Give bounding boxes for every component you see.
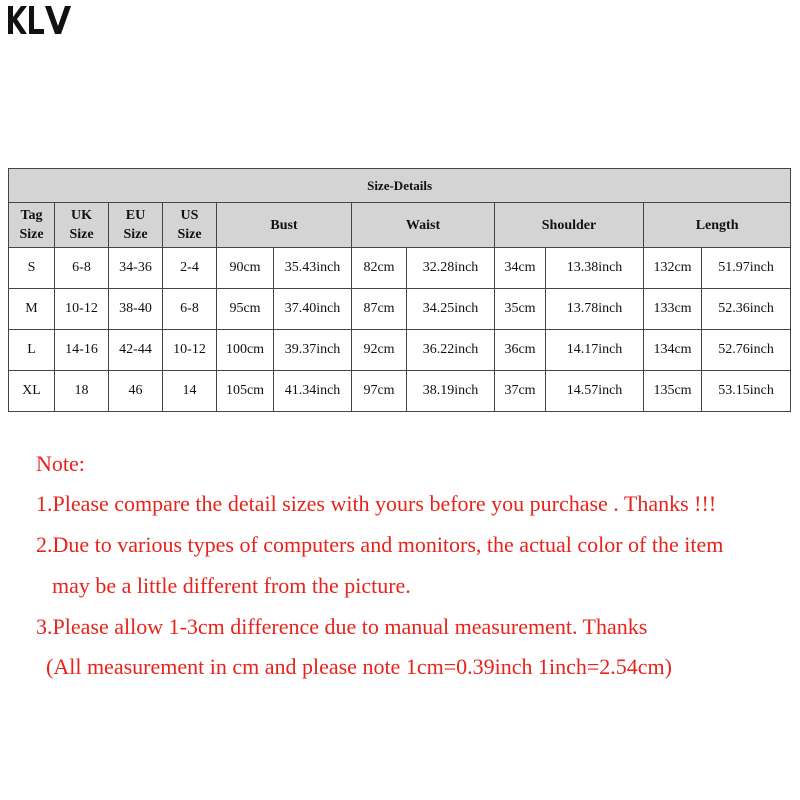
cell-shoulder-in: 14.57inch bbox=[546, 371, 644, 412]
note-line-3: 3.Please allow 1-3cm difference due to manual measurement. Thanks bbox=[36, 614, 648, 639]
cell-length-cm: 133cm bbox=[644, 289, 702, 330]
table-row bbox=[9, 371, 791, 412]
cell-bust-cm: 100cm bbox=[217, 330, 274, 371]
cell-tag: S bbox=[9, 248, 55, 289]
cell-bust-in: 35.43inch bbox=[274, 248, 352, 289]
cell-waist-cm: 97cm bbox=[352, 371, 407, 412]
cell-waist-cm: 87cm bbox=[352, 289, 407, 330]
cell-shoulder-cm: 37cm bbox=[495, 371, 546, 412]
header-waist: Waist bbox=[352, 203, 495, 248]
header-bust: Bust bbox=[217, 203, 352, 248]
cell-bust-in: 41.34inch bbox=[274, 371, 352, 412]
cell-tag: M bbox=[9, 289, 55, 330]
cell-shoulder-in: 14.17inch bbox=[546, 330, 644, 371]
cell-shoulder-cm: 34cm bbox=[495, 248, 546, 289]
cell-bust-in: 37.40inch bbox=[274, 289, 352, 330]
cell-uk: 14-16 bbox=[55, 330, 109, 371]
note-heading: Note: bbox=[36, 451, 85, 476]
cell-waist-cm: 92cm bbox=[352, 330, 407, 371]
cell-shoulder-cm: 36cm bbox=[495, 330, 546, 371]
cell-length-cm: 134cm bbox=[644, 330, 702, 371]
cell-length-in: 53.15inch bbox=[702, 371, 791, 412]
cell-uk: 18 bbox=[55, 371, 109, 412]
table-title: Size-Details bbox=[9, 169, 791, 203]
cell-us: 14 bbox=[163, 371, 217, 412]
cell-waist-cm: 82cm bbox=[352, 248, 407, 289]
cell-length-cm: 135cm bbox=[644, 371, 702, 412]
cell-tag: L bbox=[9, 330, 55, 371]
cell-length-in: 51.97inch bbox=[702, 248, 791, 289]
note-line-2-continued: may be a little different from the picture. bbox=[52, 573, 411, 598]
brand-logo bbox=[6, 4, 80, 36]
cell-waist-in: 34.25inch bbox=[407, 289, 495, 330]
note-line-1: 1.Please compare the detail sizes with yours before you purchase . Thanks !!! bbox=[36, 491, 717, 516]
cell-bust-cm: 105cm bbox=[217, 371, 274, 412]
table-row bbox=[9, 289, 791, 330]
cell-uk: 10-12 bbox=[55, 289, 109, 330]
header-us-size: US Size bbox=[163, 203, 217, 248]
cell-us: 2-4 bbox=[163, 248, 217, 289]
cell-waist-in: 32.28inch bbox=[407, 248, 495, 289]
cell-length-in: 52.36inch bbox=[702, 289, 791, 330]
table-header-row bbox=[9, 203, 791, 248]
cell-length-cm: 132cm bbox=[644, 248, 702, 289]
cell-eu: 38-40 bbox=[109, 289, 163, 330]
size-details-table bbox=[8, 168, 791, 412]
header-tag-size: Tag Size bbox=[9, 203, 55, 248]
cell-shoulder-in: 13.38inch bbox=[546, 248, 644, 289]
cell-waist-in: 38.19inch bbox=[407, 371, 495, 412]
table-row bbox=[9, 248, 791, 289]
cell-tag: XL bbox=[9, 371, 55, 412]
note-line-4: (All measurement in cm and please note 1cm=0.39inch 1inch=2.54cm) bbox=[46, 654, 672, 679]
cell-shoulder-cm: 35cm bbox=[495, 289, 546, 330]
note-line-2: 2.Due to various types of computers and monitors, the actual color of the item bbox=[36, 532, 724, 557]
header-eu-size: EU Size bbox=[109, 203, 163, 248]
cell-bust-in: 39.37inch bbox=[274, 330, 352, 371]
cell-waist-in: 36.22inch bbox=[407, 330, 495, 371]
cell-us: 10-12 bbox=[163, 330, 217, 371]
cell-shoulder-in: 13.78inch bbox=[546, 289, 644, 330]
cell-eu: 42-44 bbox=[109, 330, 163, 371]
cell-uk: 6-8 bbox=[55, 248, 109, 289]
cell-length-in: 52.76inch bbox=[702, 330, 791, 371]
header-uk-size: UK Size bbox=[55, 203, 109, 248]
cell-bust-cm: 90cm bbox=[217, 248, 274, 289]
cell-us: 6-8 bbox=[163, 289, 217, 330]
cell-eu: 46 bbox=[109, 371, 163, 412]
table-row bbox=[9, 330, 791, 371]
cell-eu: 34-36 bbox=[109, 248, 163, 289]
header-length: Length bbox=[644, 203, 791, 248]
cell-bust-cm: 95cm bbox=[217, 289, 274, 330]
header-shoulder: Shoulder bbox=[495, 203, 644, 248]
